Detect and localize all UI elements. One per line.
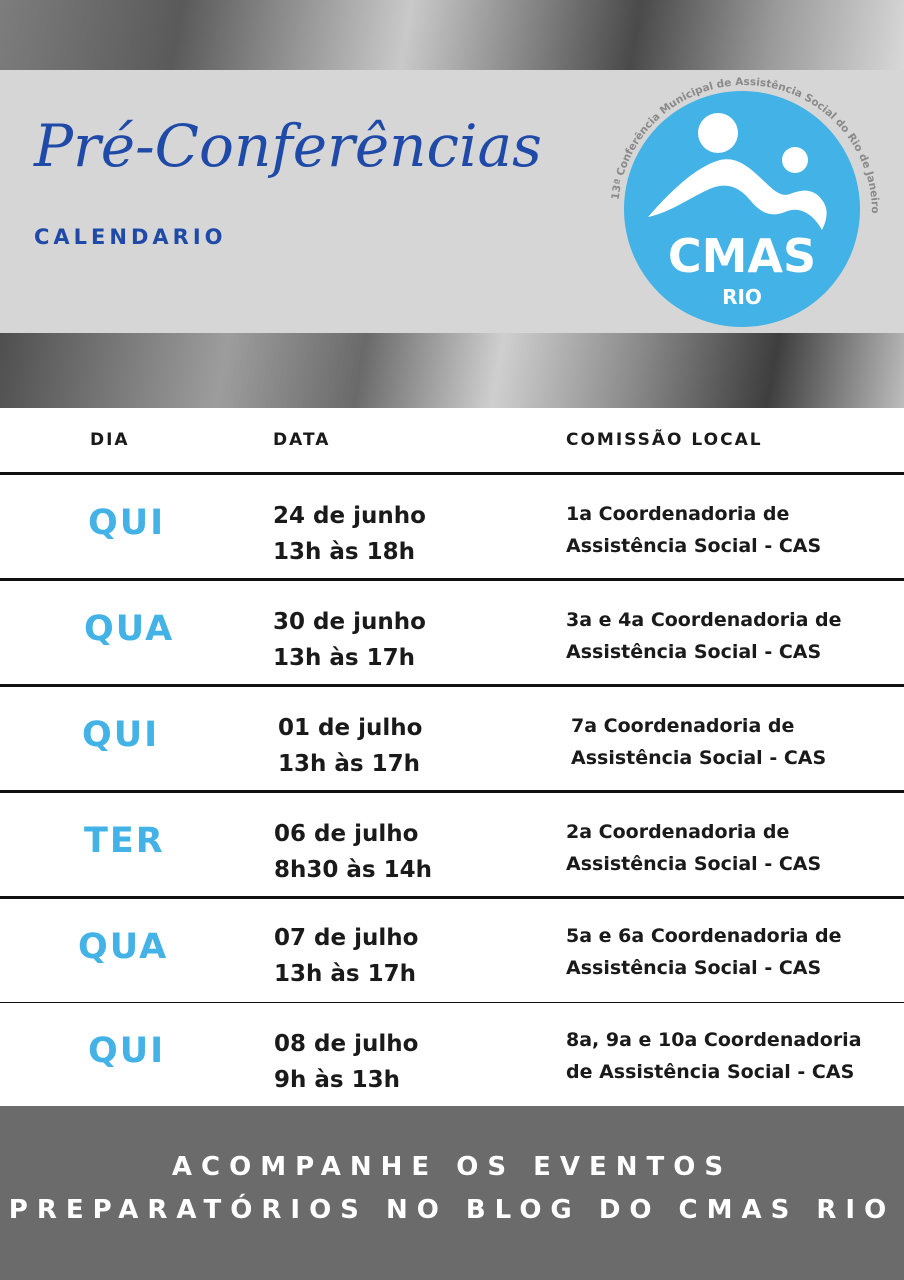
comissao-label: 1a Coordenadoria de <box>566 503 790 525</box>
day-label: QUI <box>82 715 160 755</box>
comissao-label: de Assistência Social - CAS <box>566 1061 855 1083</box>
day-label: QUA <box>78 927 169 967</box>
column-header-dia: DIA <box>90 430 130 450</box>
comissao-label: Assistência Social - CAS <box>571 747 827 769</box>
date-label: 01 de julho <box>278 715 423 741</box>
time-label: 13h às 17h <box>274 961 416 987</box>
logo-ring-text: 13ª Conferência Municipal de Assistência Social do Rio de Janeiro <box>609 75 882 214</box>
comissao-label: 8a, 9a e 10a Coordenadoria <box>566 1029 862 1051</box>
table-header <box>0 408 904 475</box>
table-row <box>0 793 904 899</box>
day-label: QUI <box>88 503 166 543</box>
logo-city: RIO <box>722 285 762 309</box>
footer-banner <box>0 1106 904 1280</box>
comissao-label: 2a Coordenadoria de <box>566 821 790 843</box>
comissao-label: Assistência Social - CAS <box>566 957 822 979</box>
column-header-data: DATA <box>273 430 331 450</box>
time-label: 13h às 17h <box>273 645 415 671</box>
page-subtitle: CALENDARIO <box>34 225 227 249</box>
comissao-label: Assistência Social - CAS <box>566 853 822 875</box>
date-label: 30 de junho <box>273 609 426 635</box>
comissao-label: 3a e 4a Coordenadoria de <box>566 609 842 631</box>
table-row <box>0 475 904 581</box>
comissao-label: Assistência Social - CAS <box>566 641 822 663</box>
day-label: QUA <box>84 609 175 649</box>
comissao-label: 5a e 6a Coordenadoria de <box>566 925 842 947</box>
page-title: Pré-Conferências <box>34 112 542 180</box>
time-label: 9h às 13h <box>274 1067 400 1093</box>
mid-decorative-band <box>0 333 904 408</box>
table-row <box>0 581 904 687</box>
top-decorative-band <box>0 0 904 70</box>
table-row <box>0 899 904 1005</box>
column-header-comissao: COMISSÃO LOCAL <box>566 430 763 450</box>
date-label: 06 de julho <box>274 821 419 847</box>
day-label: TER <box>84 821 165 861</box>
day-label: QUI <box>88 1031 166 1071</box>
time-label: 13h às 18h <box>273 539 415 565</box>
cmas-rio-logo <box>600 72 890 332</box>
comissao-label: Assistência Social - CAS <box>566 535 822 557</box>
table-row <box>0 1003 904 1106</box>
date-label: 08 de julho <box>274 1031 419 1057</box>
table-row <box>0 687 904 793</box>
date-label: 24 de junho <box>273 503 426 529</box>
comissao-label: 7a Coordenadoria de <box>571 715 795 737</box>
footer-line-2: PREPARATÓRIOS NO BLOG DO CMAS RIO <box>8 1195 896 1225</box>
time-label: 13h às 17h <box>278 751 420 777</box>
date-label: 07 de julho <box>274 925 419 951</box>
time-label: 8h30 às 14h <box>274 857 432 883</box>
logo-name: CMAS <box>667 229 817 283</box>
footer-line-1: ACOMPANHE OS EVENTOS <box>171 1152 733 1182</box>
